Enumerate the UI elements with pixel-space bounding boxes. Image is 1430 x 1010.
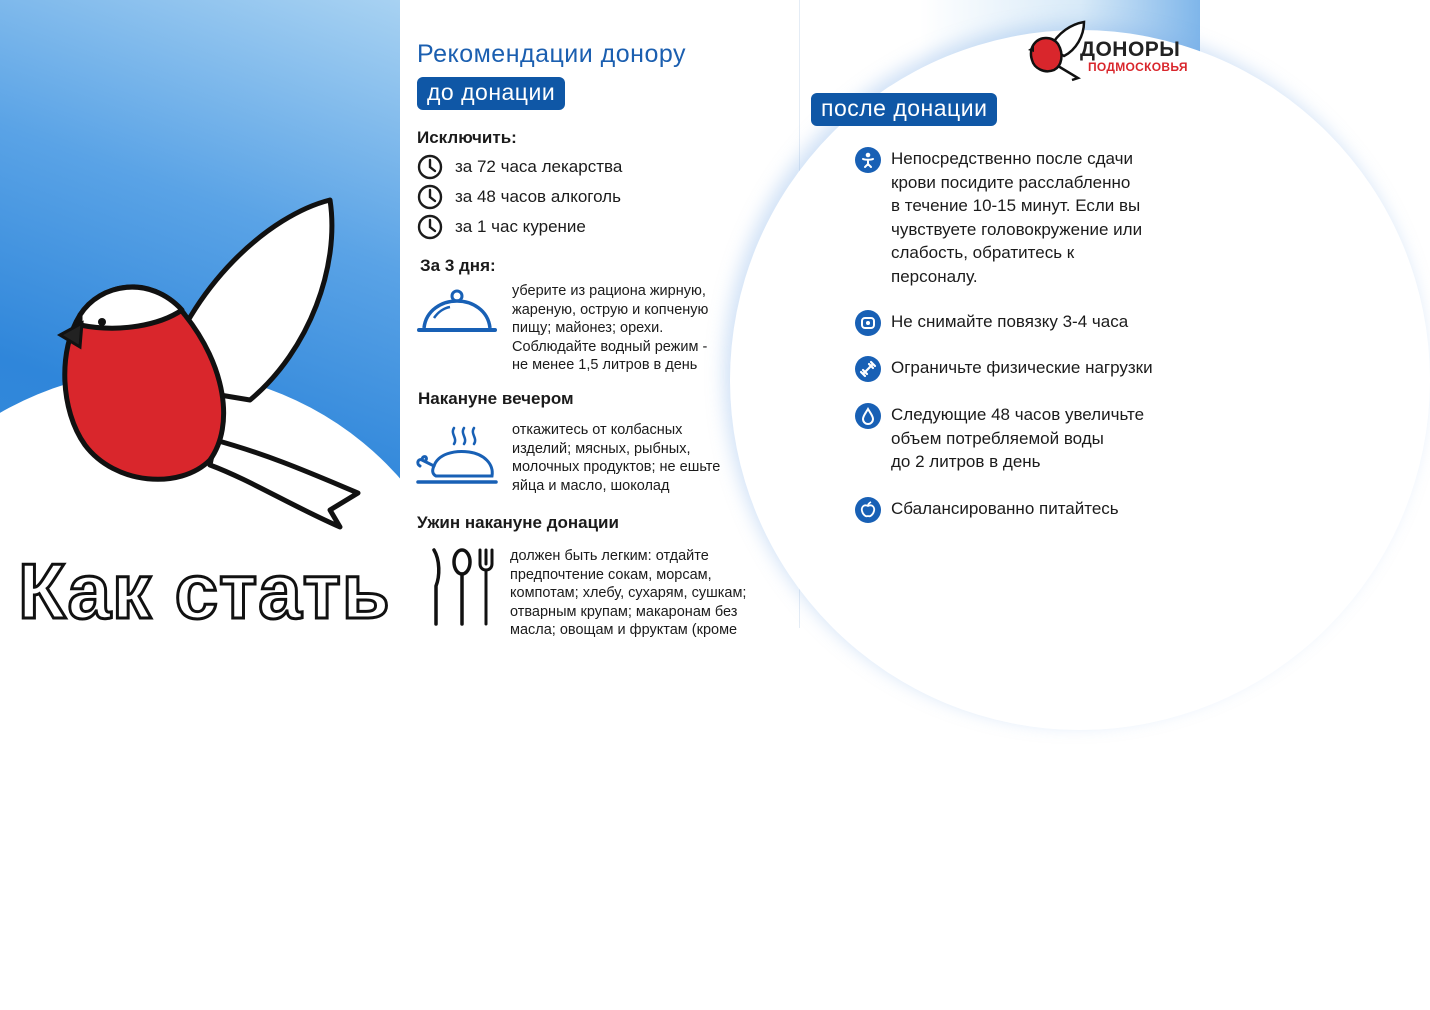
logo-subtitle: ПОДМОСКОВЬЯ	[1088, 60, 1188, 74]
clock-icon	[417, 184, 443, 210]
exclude-item-text: за 72 часа лекарства	[455, 157, 623, 176]
text-line: изделий; мясных, рыбных,	[512, 440, 691, 457]
after-item	[855, 147, 1142, 288]
after-item-text	[891, 356, 1153, 380]
after-item	[855, 356, 1153, 382]
exclude-heading: Исключить:	[417, 128, 517, 147]
exclude-item	[417, 154, 622, 180]
after-donation-badge: после донации	[811, 93, 997, 126]
bandage-icon	[855, 310, 881, 336]
text-line: Не снимайте повязку 3-4 часа	[891, 312, 1129, 331]
text-line: должен быть легким: отдайте	[510, 548, 709, 564]
evening-heading: Накануне вечером	[418, 389, 574, 408]
after-item	[855, 403, 1144, 474]
clock-icon	[417, 154, 443, 180]
text-line: слабость, обратитесь к	[891, 243, 1075, 262]
text-line: откажитесь от колбасных	[512, 422, 683, 438]
text-line: молочных продуктов; не ешьте	[512, 459, 721, 475]
text-line: чувствуете головокружение или	[891, 219, 1143, 239]
text-line: отварным крупам; макаронам без	[510, 603, 738, 620]
after-item-text	[891, 403, 1144, 474]
dumbbell-icon	[855, 356, 881, 382]
three-days-text	[512, 282, 708, 375]
donors-logo	[1028, 14, 1188, 84]
text-line: предпочтение сокам, морсам,	[510, 566, 712, 583]
text-line: Следующие 48 часов увеличьте	[891, 405, 1145, 424]
person-rest-icon	[855, 147, 881, 173]
clock-icon	[417, 214, 443, 240]
text-line: персоналу.	[891, 266, 978, 286]
left-panel	[0, 0, 400, 635]
exclude-item-text: за 1 час курение	[455, 217, 586, 236]
exclude-item-text: за 48 часов алкоголь	[455, 187, 621, 206]
roast-chicken-icon	[414, 424, 500, 492]
text-line: компотам; хлебу, сухарям, сушкам;	[510, 585, 747, 601]
text-line: Сбалансированно питайтесь	[891, 499, 1119, 518]
text-line: крови посидите расслабленно	[891, 172, 1131, 192]
bullfinch-bird-logo	[40, 175, 370, 535]
evening-text	[512, 421, 720, 495]
exclude-item	[417, 184, 621, 210]
after-item-text	[891, 497, 1119, 521]
exclude-item	[417, 214, 586, 240]
three-days-heading: За 3 дня:	[420, 256, 496, 275]
recommendations-title: Рекомендации донору	[417, 40, 687, 68]
after-item-text	[891, 147, 1142, 288]
food-cloche-icon	[416, 288, 498, 340]
dinner-text	[510, 547, 746, 640]
text-line: Ограничьте физические нагрузки	[891, 358, 1153, 377]
after-item	[855, 497, 1119, 523]
dinner-heading: Ужин накануне донации	[417, 513, 619, 532]
water-drop-icon	[855, 403, 881, 429]
before-donation-badge: до донации	[417, 77, 565, 110]
text-line: Соблюдайте водный режим -	[512, 338, 708, 355]
text-line: не менее 1,5 литров в день	[512, 357, 698, 373]
text-line: до 2 литров в день	[891, 452, 1041, 471]
main-heading: Как стать	[18, 547, 391, 635]
text-line: жареную, острую и копченую	[512, 301, 709, 318]
text-line: масла; овощам и фруктам (кроме	[510, 622, 738, 638]
cutlery-icon	[426, 546, 498, 628]
text-line: Непосредственно после сдачи	[891, 149, 1133, 168]
logo-word: ДОНОРЫ	[1080, 38, 1181, 61]
text-line: объем потребляемой воды	[891, 428, 1104, 448]
bullfinch-logo-icon	[1028, 18, 1088, 82]
text-line: уберите из рациона жирную,	[512, 283, 706, 299]
after-item-text	[891, 310, 1128, 334]
apple-icon	[855, 497, 881, 523]
after-item	[855, 310, 1128, 336]
text-line: яйца и масло, шоколад	[512, 477, 670, 494]
text-line: в течение 10-15 минут. Если вы	[891, 196, 1141, 215]
text-line: пищу; майонез; орехи.	[512, 320, 664, 336]
